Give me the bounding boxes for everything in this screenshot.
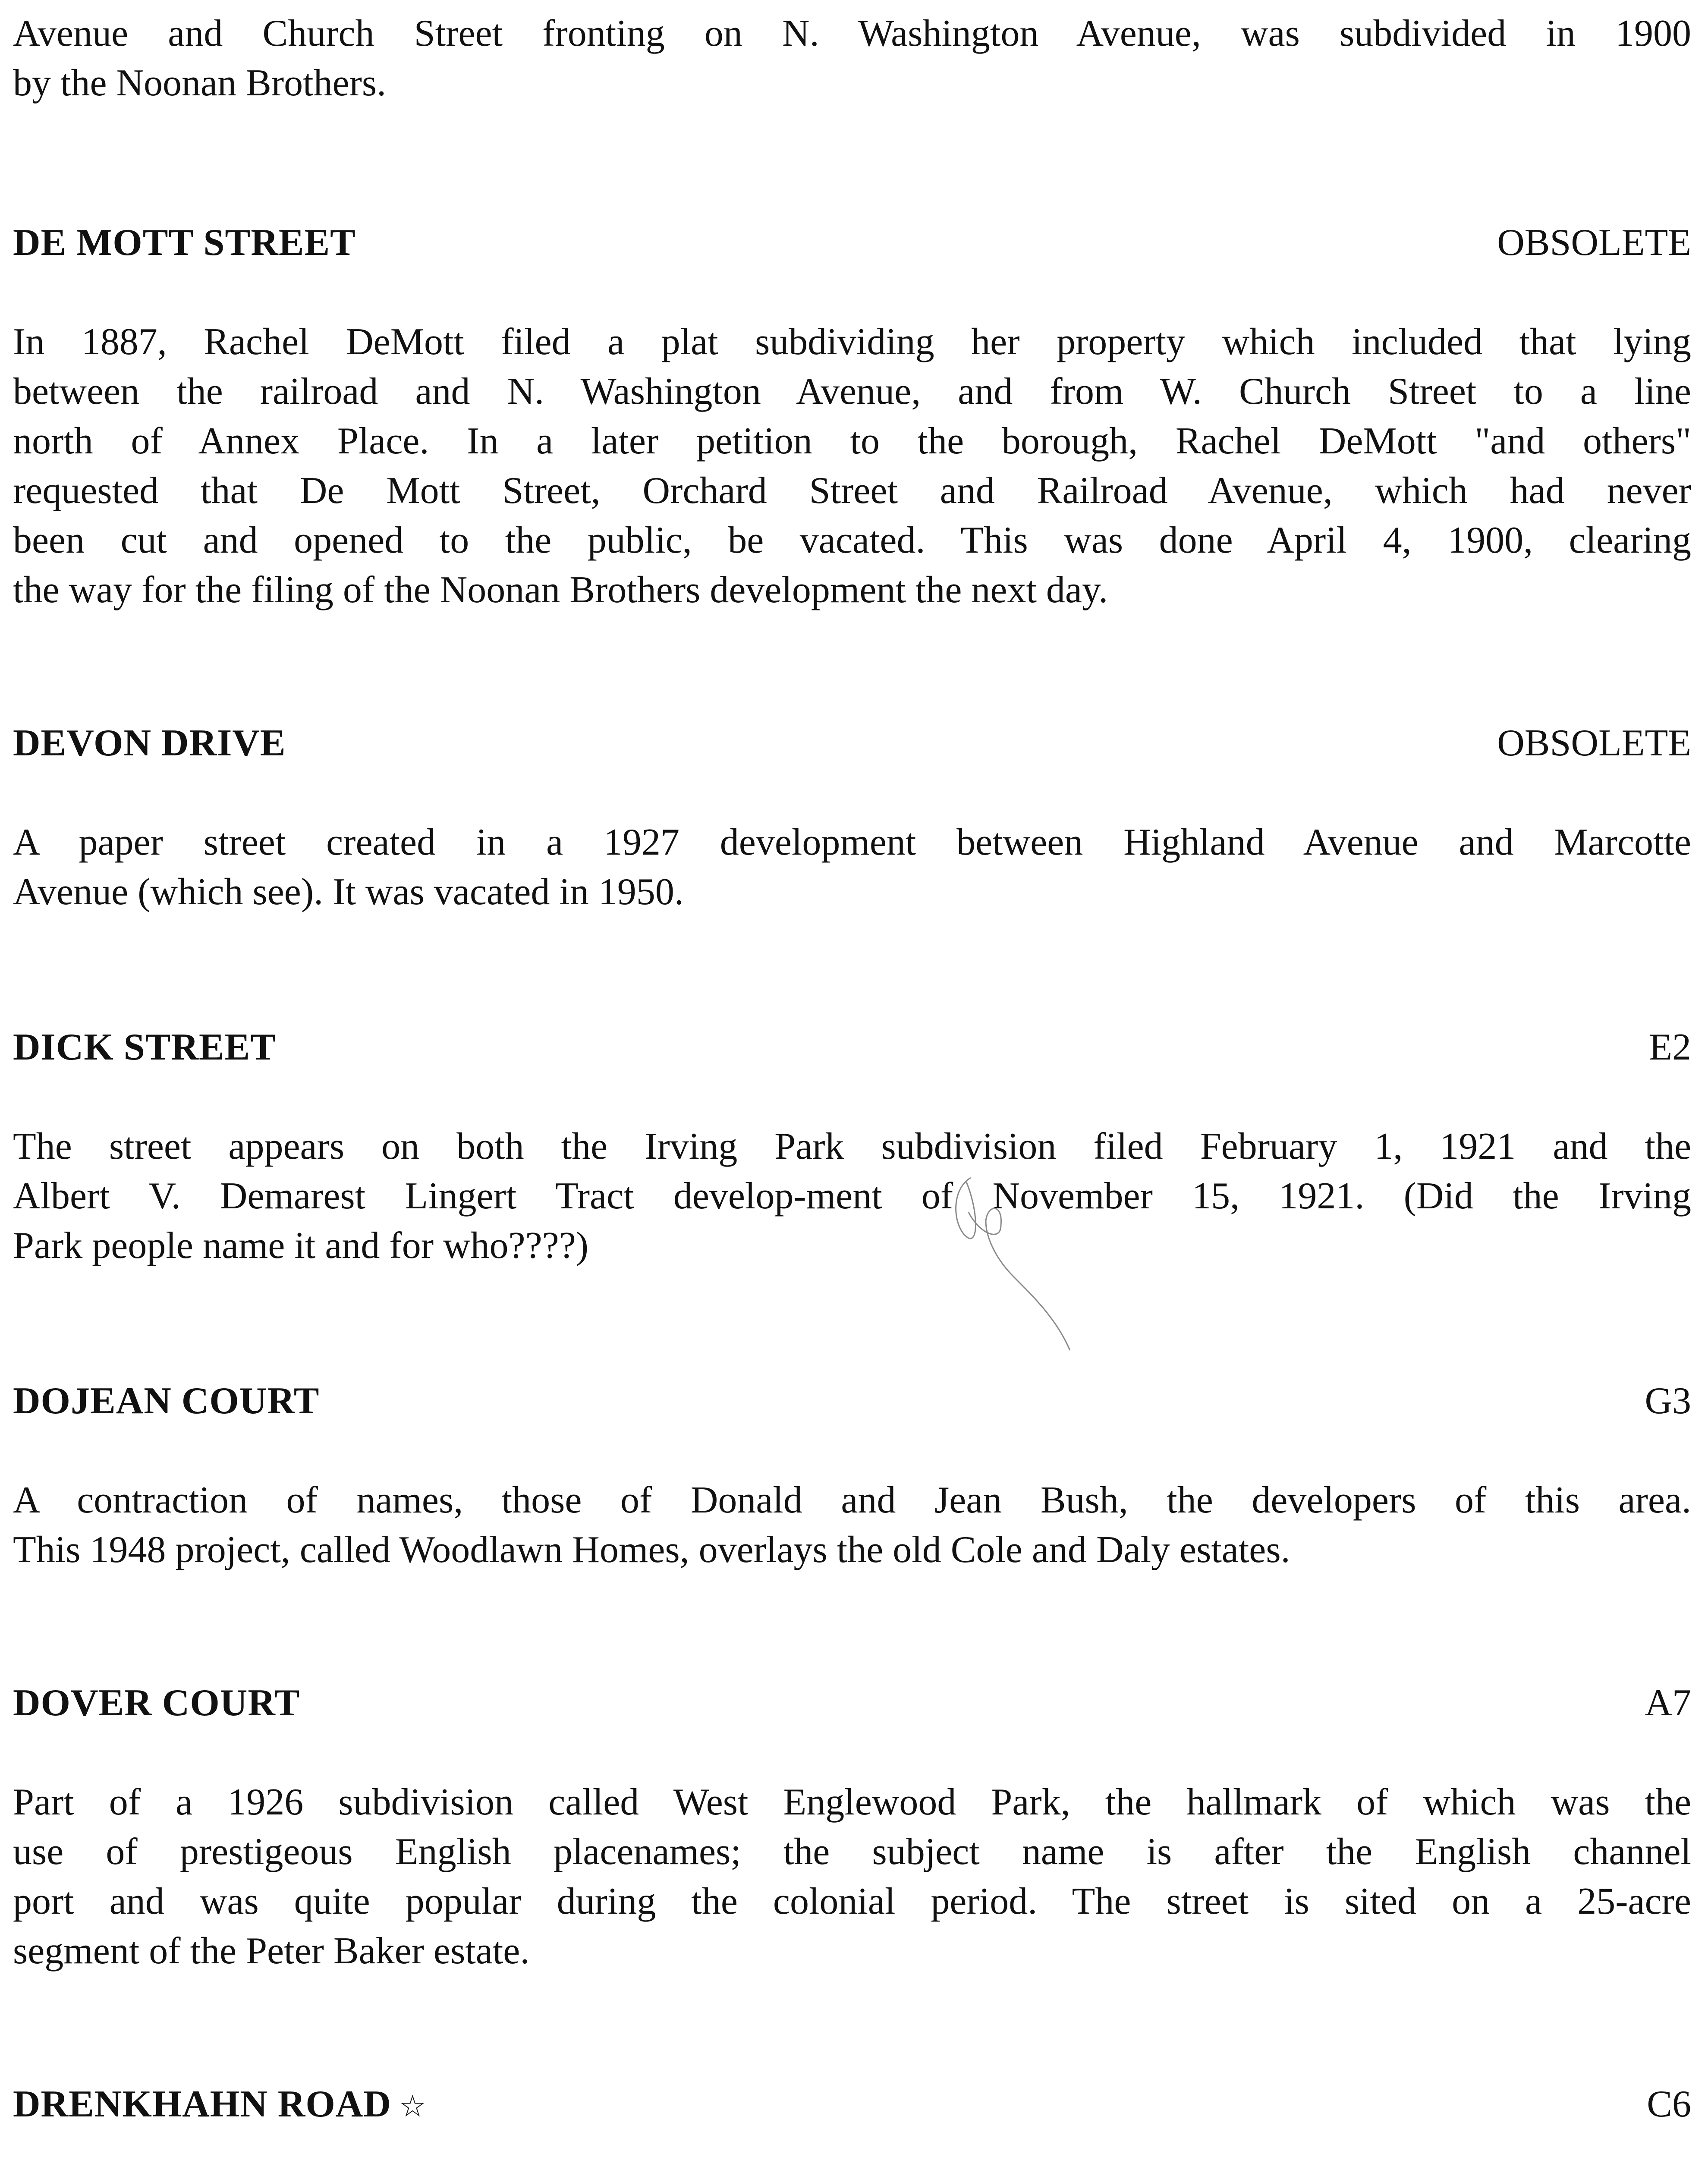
text-line: by the Noonan Brothers. [13, 62, 387, 104]
text-line: A paper street created in a 1927 development between Highland Avenue and Marcotte [13, 821, 1691, 863]
text-line: requested that De Mott Street, Orchard Street and Railroad Avenue, which had never [13, 470, 1691, 512]
entry-heading [13, 2079, 1691, 2132]
entry-heading [13, 1022, 1691, 1072]
street-name: DE MOTT STREET [13, 222, 356, 264]
grid-code: C6 [1647, 2083, 1691, 2125]
street-name: DRENKHAHN ROAD [13, 2083, 391, 2125]
grid-code: G3 [1645, 1380, 1691, 1422]
text-line: Park people name it and for who????) [13, 1225, 589, 1267]
entry-heading [13, 1678, 1691, 1728]
text-line: The street appears on both the Irving Park subdivision filed February 1, 1921 and the [13, 1126, 1691, 1167]
text-line: port and was quite popular during the colonial period. The street is sited on a 25-acre [13, 1880, 1691, 1922]
entry-heading [13, 1376, 1691, 1426]
grid-code: OBSOLETE [1497, 222, 1691, 264]
text-line: A contraction of names, those of Donald and Jean Bush, the developers of this area. [13, 1479, 1691, 1521]
street-name: DEVON DRIVE [13, 722, 286, 764]
entry-heading [13, 218, 1691, 267]
text-line: In 1887, Rachel DeMott filed a plat subdividing her property which included that lying [13, 321, 1691, 363]
grid-code: OBSOLETE [1497, 722, 1691, 764]
text-line: Avenue (which see). It was vacated in 1950. [13, 871, 684, 913]
text-line: Avenue and Church Street fronting on N. Washington Avenue, was subdivided in 1900 [13, 13, 1691, 54]
text-line: Albert V. Demarest Lingert Tract develop-ment of November 15, 1921. (Did the Irving [13, 1175, 1691, 1217]
street-name: DOJEAN COURT [13, 1380, 320, 1422]
text-line: between the railroad and N. Washington Avenue, and from W. Church Street to a line [13, 371, 1691, 412]
text-line: use of prestigeous English placenames; the subject name is after the English channel [13, 1831, 1691, 1873]
text-line: the way for the filing of the Noonan Brothers development the next day. [13, 569, 1108, 611]
text-line: This 1948 project, called Woodlawn Homes, overlays the old Cole and Daly estates. [13, 1529, 1290, 1571]
entry-heading [13, 718, 1691, 768]
grid-code: A7 [1645, 1682, 1691, 1724]
text-line: been cut and opened to the public, be vacated. This was done April 4, 1900, clearing [13, 519, 1691, 561]
text-line: Part of a 1926 subdivision called West Englewood Park, the hallmark of which was the [13, 1781, 1691, 1823]
text-line: segment of the Peter Baker estate. [13, 1930, 530, 1972]
star-icon: ☆ [399, 2090, 426, 2123]
street-name: DICK STREET [13, 1026, 277, 1068]
text-line: north of Annex Place. In a later petition to the borough, Rachel DeMott "and others" [13, 420, 1691, 462]
grid-code: E2 [1649, 1026, 1691, 1068]
street-name: DOVER COURT [13, 1682, 300, 1724]
